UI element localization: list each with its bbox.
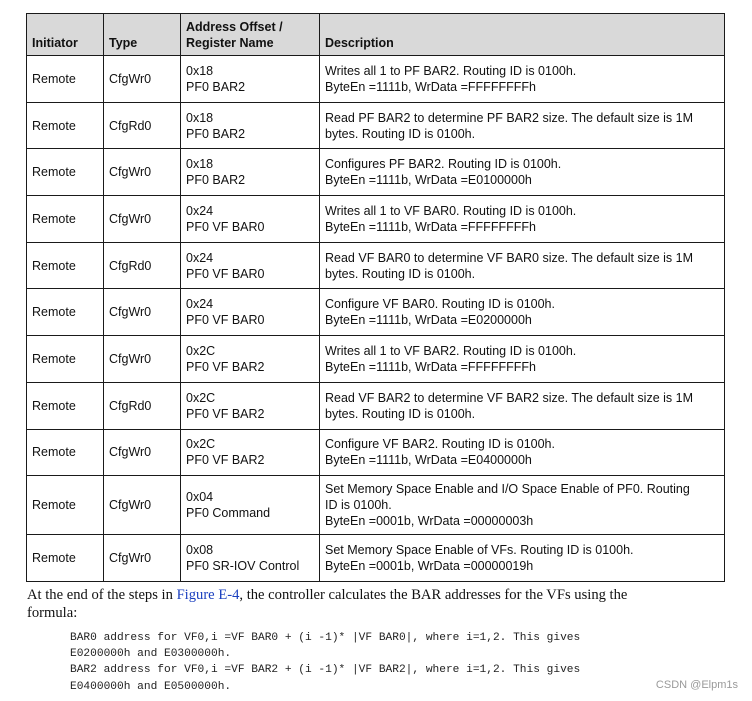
figure-link[interactable]: Figure E-4 [176, 587, 240, 603]
cell-initiator: Remote [27, 336, 104, 383]
code-line: E0200000h and E0300000h. [70, 648, 232, 661]
cell-description [320, 289, 725, 336]
cell-initiator: Remote [27, 289, 104, 336]
cell-description-line: Read PF BAR2 to determine PF BAR2 size. The default size is 1M [325, 110, 693, 125]
cell-offset: 0x18 [186, 157, 214, 172]
cell-description [320, 429, 725, 476]
cell-offset: 0x18 [186, 63, 214, 78]
table-row [27, 149, 725, 196]
cell-address [181, 102, 320, 149]
cell-register: PF0 BAR2 [186, 173, 246, 188]
cell-address [181, 429, 320, 476]
formula-code-block [70, 630, 710, 695]
cell-offset: 0x2C [186, 343, 216, 358]
explanation-paragraph [27, 586, 727, 622]
cell-description [320, 102, 725, 149]
cell-description-line: ID is 0100h. [325, 498, 392, 513]
table-row [27, 56, 725, 103]
cell-description-line: ByteEn =1111b, WrData =E0100000h [325, 173, 532, 188]
cell-description-line: Read VF BAR0 to determine VF BAR0 size. The default size is 1M [325, 250, 693, 265]
cell-address [181, 149, 320, 196]
cell-initiator: Remote [27, 149, 104, 196]
cell-register: PF0 VF BAR0 [186, 219, 265, 234]
cell-register: PF0 VF BAR0 [186, 266, 265, 281]
cell-description-line: Writes all 1 to PF BAR2. Routing ID is 0100h. [325, 63, 577, 78]
header-address-line1: Address Offset / [186, 20, 283, 34]
cell-register: PF0 VF BAR2 [186, 453, 265, 468]
cell-description [320, 535, 725, 582]
code-line: E0400000h and E0500000h. [70, 680, 232, 693]
code-line: BAR2 address for VF0,i =VF BAR2 + (i -1)* |VF BAR2|, where i=1,2. This gives [70, 664, 581, 677]
header-description: Description [320, 14, 725, 56]
cell-description-line: bytes. Routing ID is 0100h. [325, 126, 476, 141]
cell-initiator: Remote [27, 476, 104, 535]
table-row [27, 336, 725, 383]
cell-register: PF0 BAR2 [186, 79, 246, 94]
cell-type: CfgWr0 [104, 289, 181, 336]
cell-offset: 0x2C [186, 390, 216, 405]
cell-description [320, 382, 725, 429]
cell-description [320, 149, 725, 196]
watermark: CSDN @Elpm1s [655, 679, 738, 691]
header-initiator: Initiator [27, 14, 104, 56]
cell-description-line: bytes. Routing ID is 0100h. [325, 406, 476, 421]
cell-description-line: ByteEn =0001b, WrData =00000019h [325, 559, 534, 574]
table-row [27, 382, 725, 429]
cell-offset: 0x24 [186, 297, 214, 312]
cell-initiator: Remote [27, 196, 104, 243]
cell-type: CfgWr0 [104, 336, 181, 383]
cell-address [181, 56, 320, 103]
cell-initiator: Remote [27, 56, 104, 103]
cell-description [320, 336, 725, 383]
cell-initiator: Remote [27, 382, 104, 429]
cell-description [320, 196, 725, 243]
cell-offset: 0x24 [186, 203, 214, 218]
cell-description-line: Set Memory Space Enable and I/O Space Enable of PF0. Routing [325, 482, 690, 497]
cell-type: CfgWr0 [104, 56, 181, 103]
cell-offset: 0x04 [186, 490, 214, 505]
cell-register: PF0 SR-IOV Control [186, 559, 300, 574]
cell-description-line: Read VF BAR2 to determine VF BAR2 size. The default size is 1M [325, 390, 693, 405]
cell-description-line: bytes. Routing ID is 0100h. [325, 266, 476, 281]
table-row [27, 196, 725, 243]
cell-description-line: ByteEn =0001b, WrData =00000003h [325, 514, 534, 529]
cell-register: PF0 VF BAR0 [186, 313, 265, 328]
cell-type: CfgRd0 [104, 242, 181, 289]
cell-description-line: ByteEn =1111b, WrData =E0400000h [325, 453, 532, 468]
cell-type: CfgWr0 [104, 196, 181, 243]
cell-address [181, 196, 320, 243]
cell-address [181, 242, 320, 289]
cell-description-line: Set Memory Space Enable of VFs. Routing ID is 0100h. [325, 543, 634, 558]
cell-address [181, 476, 320, 535]
table-row [27, 476, 725, 535]
cell-register: PF0 Command [186, 506, 271, 521]
cell-offset: 0x18 [186, 110, 214, 125]
table-row [27, 102, 725, 149]
cell-register: PF0 VF BAR2 [186, 359, 265, 374]
cell-register: PF0 BAR2 [186, 126, 246, 141]
table-row [27, 535, 725, 582]
cell-type: CfgWr0 [104, 476, 181, 535]
cell-description [320, 56, 725, 103]
cell-register: PF0 VF BAR2 [186, 406, 265, 421]
cell-address [181, 336, 320, 383]
prose-line2: formula: [27, 605, 78, 621]
cell-address [181, 382, 320, 429]
table-row [27, 429, 725, 476]
cell-type: CfgWr0 [104, 149, 181, 196]
cell-address [181, 535, 320, 582]
cell-initiator: Remote [27, 102, 104, 149]
cell-address [181, 289, 320, 336]
cell-offset: 0x08 [186, 543, 214, 558]
table-row [27, 289, 725, 336]
cell-type: CfgRd0 [104, 382, 181, 429]
cell-description-line: ByteEn =1111b, WrData =FFFFFFFFh [325, 219, 536, 234]
cell-description-line: ByteEn =1111b, WrData =E0200000h [325, 313, 532, 328]
cell-description-line: Writes all 1 to VF BAR2. Routing ID is 0100h. [325, 343, 577, 358]
header-type: Type [104, 14, 181, 56]
cell-type: CfgWr0 [104, 535, 181, 582]
cell-description-line: ByteEn =1111b, WrData =FFFFFFFFh [325, 79, 536, 94]
code-line: BAR0 address for VF0,i =VF BAR0 + (i -1)* |VF BAR0|, where i=1,2. This gives [70, 632, 581, 644]
header-address [181, 14, 320, 56]
cell-initiator: Remote [27, 535, 104, 582]
prose-after-link: , the controller calculates the BAR addresses for the VFs using the [239, 587, 628, 603]
cell-description-line: Writes all 1 to VF BAR0. Routing ID is 0100h. [325, 203, 577, 218]
cell-initiator: Remote [27, 242, 104, 289]
cell-description-line: Configure VF BAR2. Routing ID is 0100h. [325, 437, 555, 452]
config-sequence-table [26, 13, 725, 582]
cell-type: CfgRd0 [104, 102, 181, 149]
cell-offset: 0x24 [186, 250, 214, 265]
table-row [27, 242, 725, 289]
cell-description-line: Configure VF BAR0. Routing ID is 0100h. [325, 297, 555, 312]
cell-offset: 0x2C [186, 437, 216, 452]
cell-description-line: Configures PF BAR2. Routing ID is 0100h. [325, 157, 562, 172]
cell-type: CfgWr0 [104, 429, 181, 476]
cell-description [320, 242, 725, 289]
table-header-row [27, 14, 725, 56]
cell-description-line: ByteEn =1111b, WrData =FFFFFFFFh [325, 359, 536, 374]
table-body [27, 56, 725, 582]
cell-initiator: Remote [27, 429, 104, 476]
prose-before-link: At the end of the steps in [27, 587, 177, 603]
header-address-line2: Register Name [186, 36, 274, 50]
cell-description [320, 476, 725, 535]
